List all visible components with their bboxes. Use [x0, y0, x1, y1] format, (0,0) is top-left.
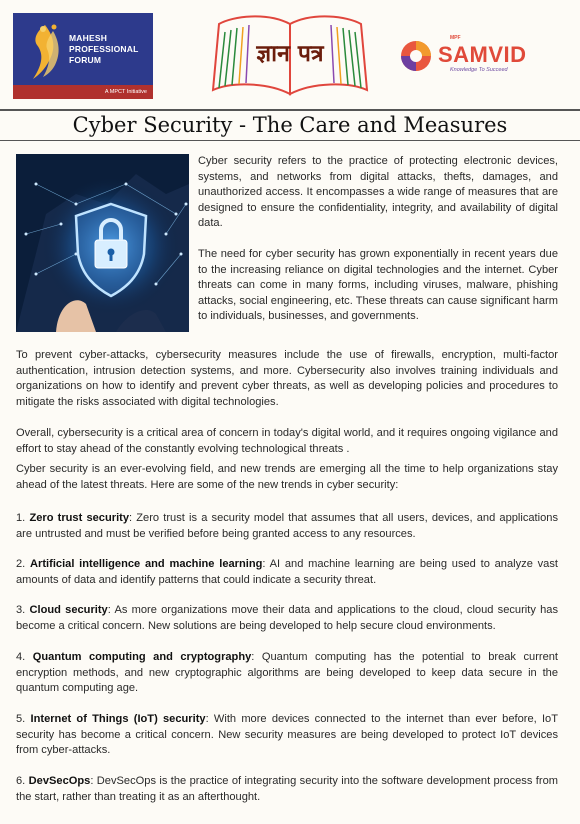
padlock-shield-icon	[16, 154, 189, 332]
forum-name-line2: PROFESSIONAL	[69, 44, 139, 54]
trend-item-4	[16, 650, 558, 697]
samvid-swirl-icon	[398, 38, 434, 74]
cyber-security-hero-image	[16, 154, 189, 332]
body-paragraph-1: To prevent cyber-attacks, cybersecurity measures include the use of firewalls, encryption, multi-factor authentication, intrusion detection systems, and more. Cybersecurity also involves training individuals and organizations on how to identify and prevent cyber threats, as well as developing policies and procedures to mitigate the risks associated with digital technologies.	[16, 349, 558, 408]
body-paragraph-3: Cyber security is an ever-evolving field, and new trends are emerging all the time to help organizations stay ahead of the latest threats. Here are some of the new trends in cyber security:	[16, 463, 558, 491]
page-header	[0, 0, 580, 108]
trend-description: : As more organizations move their data and applications to the cloud, cloud security has become a critical concern. New solutions are being developed to help secure cloud environments.	[16, 604, 559, 632]
samvid-tagline: Knowledge To Succeed	[450, 67, 508, 73]
trend-number: 5.	[16, 713, 26, 725]
trend-item-6	[16, 774, 558, 805]
gyan-patra-text: ज्ञान पत्र	[256, 41, 324, 67]
trend-term: Artificial intelligence and machine learning	[30, 558, 263, 570]
body-paragraph-2: Overall, cybersecurity is a critical area of concern in today's digital world, and it requires ongoing vigilance and effort to stay ahead of the constantly evolving technological threats .	[16, 427, 558, 455]
trend-term: Quantum computing and cryptography	[32, 651, 252, 663]
trend-item-5	[16, 712, 558, 759]
gyan-patra-logo	[205, 10, 375, 102]
samvid-logo	[398, 35, 563, 78]
trend-term: Cloud security	[29, 604, 108, 616]
trend-term: Internet of Things (IoT) security	[30, 713, 206, 725]
trend-number: 6.	[16, 775, 26, 787]
title-bar	[0, 109, 580, 141]
forum-name-line1: MAHESH	[69, 33, 108, 43]
forum-name	[69, 33, 138, 66]
intro-paragraph-1: Cyber security refers to the practice of protecting electronic devices, systems, and networks from digital attacks, thefts, damages, and unauthorized access. It encompasses a wide range of measures that are designed to ensure the confidentiality, integrity, and availability of digital data.	[198, 155, 558, 230]
intro-paragraph-2: The need for cyber security has grown exponentially in recent years due to the increasing reliance on digital technologies and the internet. Cyber threats can come in many forms, including viruses, malware, phishing attacks, social engineering, etc. These threats can cause significant harm to individuals, businesses, and governments.	[198, 248, 558, 323]
trend-description: : DevSecOps is the practice of integrating security into the software development process from the start, rather than treating it as an afterthought.	[16, 775, 558, 803]
forum-footer: A MPCT Initiative	[13, 85, 153, 99]
page-title: Cyber Security - The Care and Measures	[72, 113, 508, 137]
trend-description: : AI and machine learning are being used to analyze vast amounts of data and identify patterns that could indicate a security threat.	[16, 558, 558, 586]
mahesh-professional-forum-logo	[13, 13, 153, 99]
samvid-tag: MPF	[450, 35, 461, 41]
trend-number: 4.	[16, 651, 26, 663]
trend-number: 1.	[16, 512, 26, 524]
samvid-name: SAMVID	[438, 42, 527, 67]
forum-name-line3: FORUM	[69, 55, 102, 65]
trend-number: 2.	[16, 558, 26, 570]
trend-term: Zero trust security	[29, 512, 130, 524]
trend-number: 3.	[16, 604, 26, 616]
trend-term: DevSecOps	[28, 775, 91, 787]
trend-item-3	[16, 603, 558, 634]
trend-item-2	[16, 557, 558, 588]
trend-item-1	[16, 511, 558, 542]
trend-description: : With more devices connected to the internet than ever before, IoT security has become a critical concern. New security measures are being developed to protect IoT devices from cyber-attacks.	[16, 713, 558, 757]
trend-description: : Zero trust is a security model that assumes that all users, devices, and applications are untrusted and must be verified before being granted access to any resources.	[16, 512, 558, 540]
trend-description: : Quantum computing has the potential to break current encryption methods, and new cryptographic algorithms are being developed to keep data secure in the quantum computing age.	[16, 651, 558, 695]
dancing-figures-icon	[23, 21, 67, 83]
